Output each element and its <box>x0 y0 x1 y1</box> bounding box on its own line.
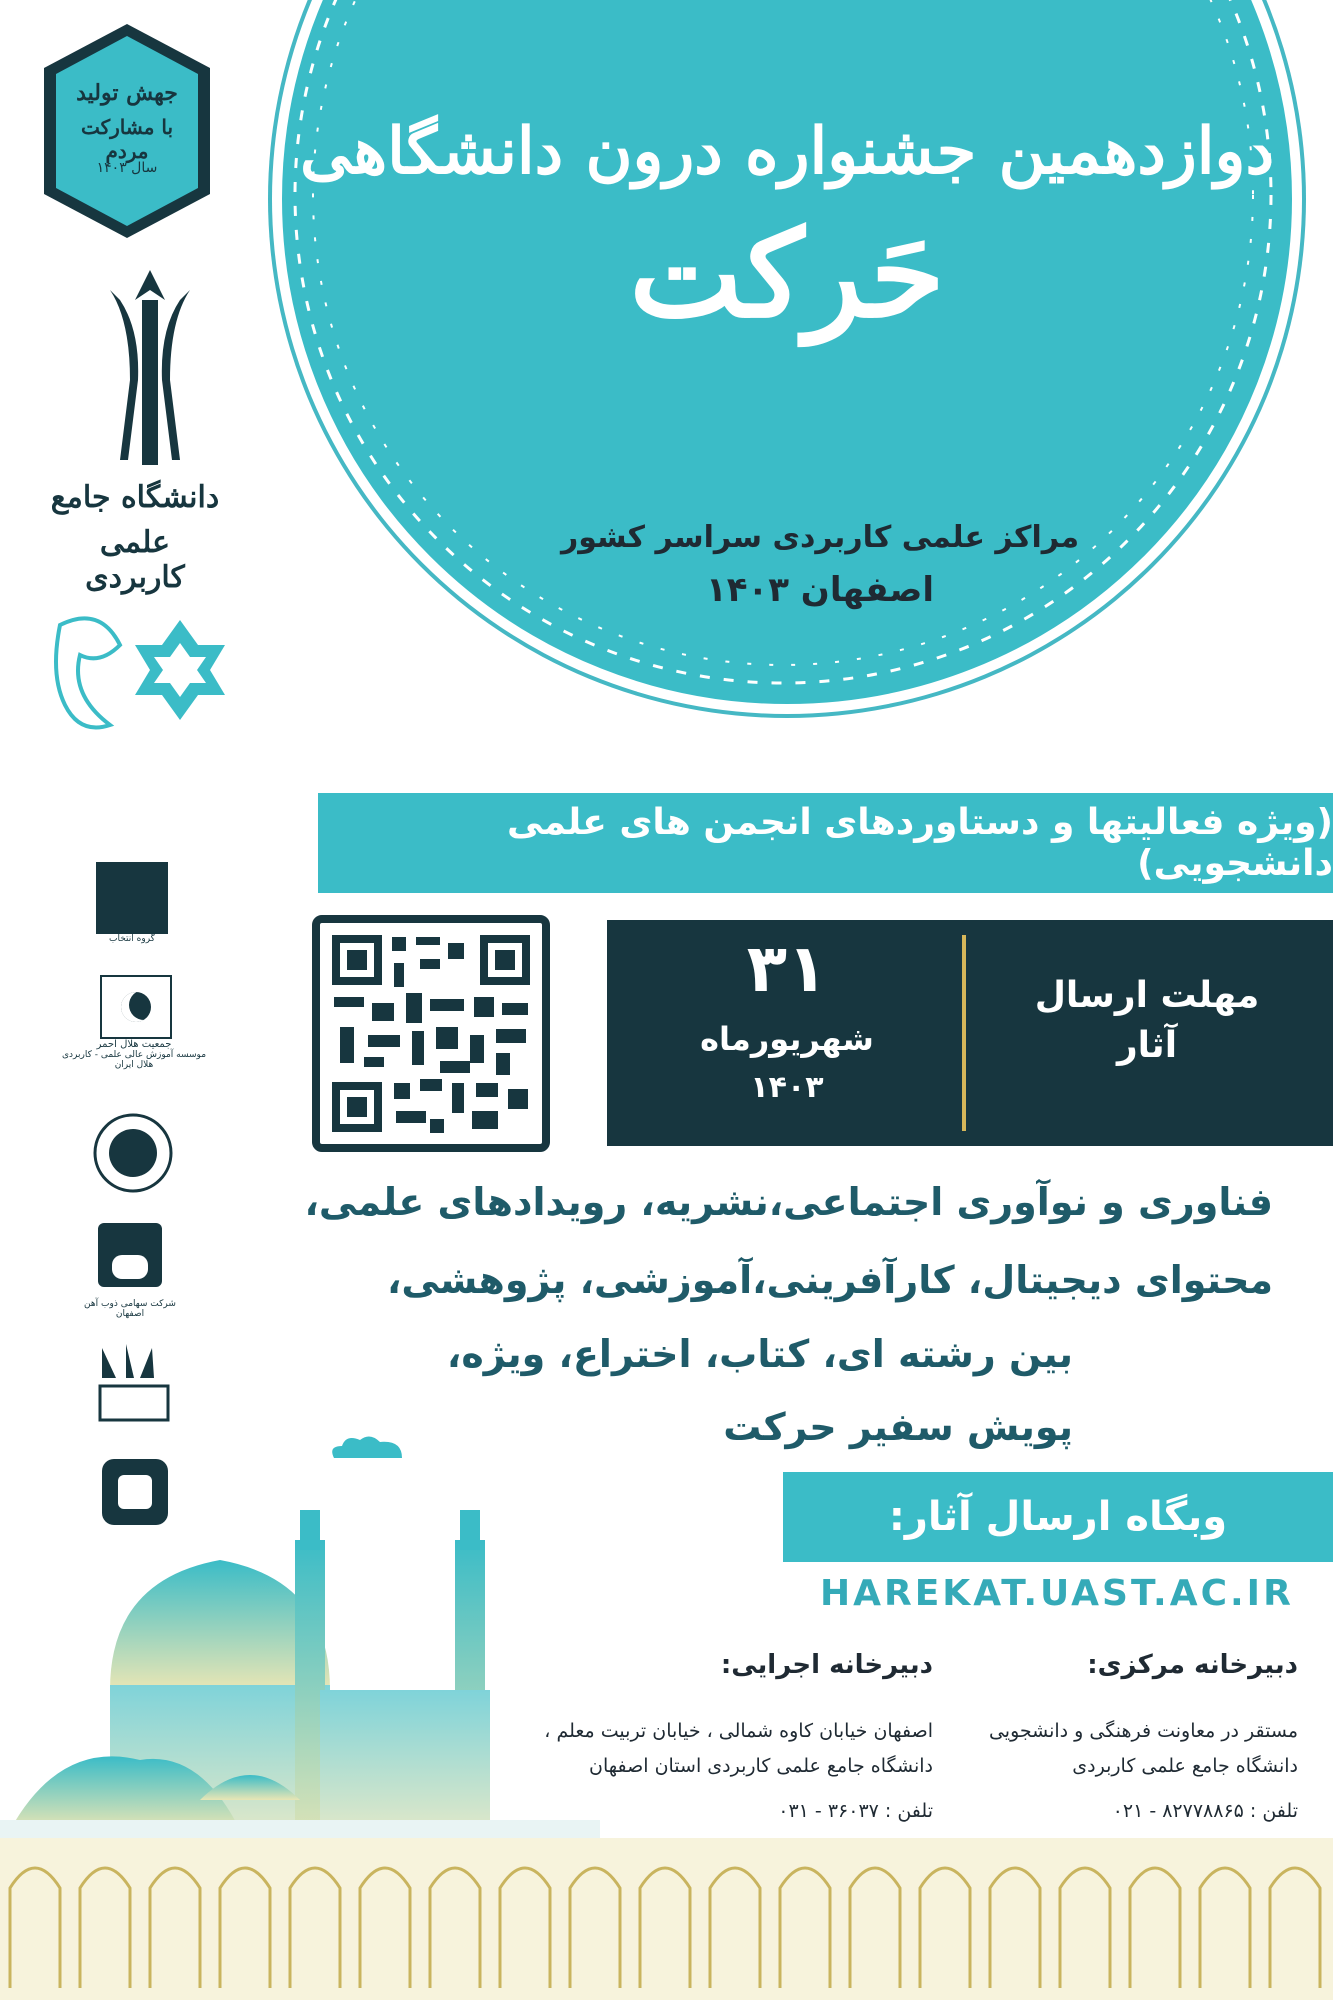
star-flower-icon <box>40 605 230 755</box>
website-url-link[interactable]: HAREKAT.UAST.AC.IR <box>820 1573 1294 1614</box>
deadline-year: ۱۴۰۳ <box>750 1070 824 1105</box>
festival-title-line: دوازدهمین جشنواره درون دانشگاهی <box>300 114 1274 189</box>
exec-office-phone: تلفن : ۳۶۰۳۷ - ۰۳۱ <box>778 1800 933 1822</box>
sponsor-sub: موسسه آموزش عالی علمی - کاربردی هلال ایران <box>61 1050 207 1070</box>
slogan-line2: با مشارکت مردم <box>80 115 174 163</box>
year-slogan-badge <box>38 20 216 242</box>
arches-row <box>0 1838 1333 2000</box>
deadline-month: شهریورماه <box>700 1020 874 1058</box>
exec-office-line2: دانشگاه جامع علمی کاربردی استان اصفهان <box>589 1755 933 1777</box>
deadline-divider <box>962 935 966 1131</box>
slogan-line1: جهش تولید <box>76 80 178 106</box>
categories-line-3: بین رشته ای، کتاب، اختراع، ویژه، <box>446 1332 1073 1376</box>
central-office-phone: تلفن : ۸۲۷۷۸۸۶۵ - ۰۲۱ <box>1112 1800 1298 1822</box>
sponsor-name: گروه انتخاب <box>109 934 155 944</box>
university-name-line2: علمی کاربردی <box>85 525 185 595</box>
central-office-line1: مستقر در معاونت فرهنگی و دانشجویی <box>988 1720 1298 1742</box>
sponsor-emblem <box>92 1110 174 1196</box>
sponsor-books <box>96 1338 172 1424</box>
hero-subtitle: مراکز علمی کاربردی سراسر کشور <box>560 520 1080 555</box>
sponsor-zob-ahan <box>80 1215 180 1325</box>
central-office-line2: دانشگاه جامع علمی کاربردی <box>1072 1755 1298 1777</box>
sponsor-entekhab <box>96 862 168 952</box>
categories-line-2: محتوای دیجیتال، کارآفرینی،آموزشی، پژوهشی، <box>386 1258 1273 1302</box>
festival-title-main: حَرکت <box>629 204 945 345</box>
mosque-icon <box>0 1500 600 1860</box>
deadline-label-line2: آثار <box>1116 1025 1178 1066</box>
emblem-logo-icon <box>92 1110 174 1196</box>
qr-code-icon <box>320 923 542 1144</box>
university-name-line1: دانشگاه جامع <box>50 480 220 515</box>
mosque-illustration <box>0 1500 600 1860</box>
special-category-band: (ویژه فعالیتها و دستاوردهای انجمن های علمی دانشجویی) <box>318 793 1333 893</box>
cloud-icon <box>328 1432 408 1460</box>
entekhab-logo-icon <box>96 862 168 934</box>
qr-code[interactable] <box>312 915 550 1152</box>
deadline-box <box>607 920 1333 1146</box>
deadline-day: ۳۱ <box>746 930 828 1007</box>
university-emblem <box>90 260 210 470</box>
deadline-label-line1: مهلت ارسال <box>1034 975 1260 1016</box>
torch-emblem-icon <box>90 260 210 470</box>
categories-line-4: پویش سفیر حرکت <box>723 1405 1073 1449</box>
festival-logo <box>40 605 230 755</box>
central-office-title: دبیرخانه مرکزی: <box>1087 1650 1298 1680</box>
arches-decoration-icon <box>0 1838 1333 2000</box>
exec-office-title: دبیرخانه اجرایی: <box>720 1650 933 1680</box>
categories-line-1: فناوری و نوآوری اجتماعی،نشریه، رویدادهای علمی، <box>304 1180 1273 1224</box>
zob-ahan-logo-icon <box>80 1215 180 1295</box>
books-logo-icon <box>96 1338 172 1424</box>
sponsor-red-crescent <box>54 975 214 1085</box>
website-label-band: وبگاه ارسال آثار: <box>783 1472 1333 1562</box>
slogan-year: سال ۱۴۰۳ <box>96 160 158 176</box>
sponsor-name: جمعیت هلال احمر <box>96 1039 172 1050</box>
hero-city-year: اصفهان ۱۴۰۳ <box>705 570 935 610</box>
red-crescent-logo-icon <box>100 975 172 1039</box>
sponsor-name: شرکت سهامی ذوب آهن اصفهان <box>84 1299 176 1319</box>
exec-office-line1: اصفهان خیابان کاوه شمالی ، خیابان تربیت معلم ، <box>544 1720 933 1742</box>
